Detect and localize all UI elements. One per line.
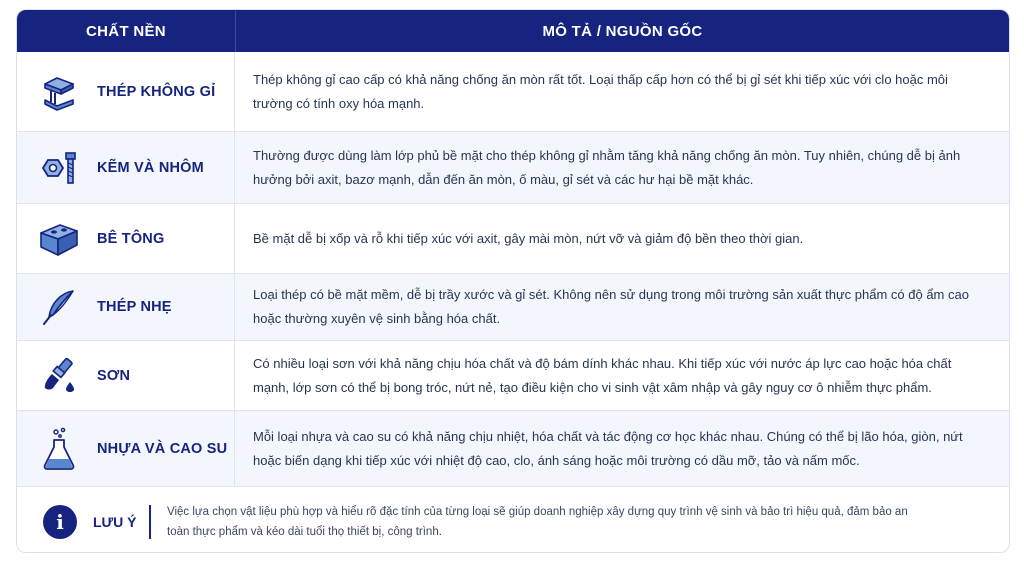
- concrete-block-icon: [37, 217, 81, 261]
- header-substrate: CHẤT NỀN: [17, 10, 236, 52]
- table-row: [17, 411, 1009, 487]
- materials-table: [16, 9, 1010, 553]
- table-row: [17, 341, 1009, 411]
- substrate-name: KẼM VÀ NHÔM: [97, 159, 204, 176]
- note-section: [17, 487, 1009, 553]
- table-row: [17, 204, 1009, 274]
- header-description: MÔ TẢ / NGUỒN GỐC: [542, 22, 703, 40]
- substrate-name: NHỰA VÀ CAO SU: [97, 440, 228, 457]
- table-row: [17, 274, 1009, 341]
- substrate-description: Thép không gỉ cao cấp có khả năng chống ăn mòn rất tốt. Loại thấp cấp hơn có thể bị gỉ sét khi tiếp xúc với clo hoặc môi trường có tính oxy hóa mạnh.: [253, 71, 948, 111]
- substrate-description: Loại thép có bề mặt mềm, dễ bị trầy xước và gỉ sét. Không nên sử dụng trong môi trường sản xuất thực phẩm có độ ẩm cao hoặc thường xuyên vệ sinh bằng hóa chất.: [253, 287, 969, 326]
- substrate-description: Có nhiều loại sơn với khả năng chịu hóa chất và độ bám dính khác nhau. Khi tiếp xúc với nước áp lực cao hoặc hóa chất mạnh, lớp sơn có thể bị bong tróc, nứt nẻ, tạo điều kiện cho vi sinh vật xâm nhập và gây nguy cơ ô nhiễm thực phẩm.: [253, 355, 952, 395]
- substrate-description: Thường được dùng làm lớp phủ bề mặt cho thép không gỉ nhằm tăng khả năng chống ăn mòn. Tuy nhiên, chúng dễ bị ảnh hưởng bởi axit, bazơ mạnh, dẫn đến ăn mòn, ố màu, gỉ sét và các hư hại bề mặt khác.: [253, 147, 961, 187]
- substrate-description: Bề mặt dễ bị xốp và rỗ khi tiếp xúc với axit, gây mài mòn, nứt vỡ và giảm độ bền theo thời gian.: [253, 230, 804, 246]
- table-row: [17, 132, 1009, 204]
- feather-icon: [37, 285, 81, 329]
- steel-beam-icon: [37, 70, 81, 114]
- table-body: [17, 52, 1009, 487]
- nut-bolt-icon: [37, 146, 81, 190]
- substrate-description: Mỗi loại nhựa và cao su có khả năng chịu nhiệt, hóa chất và tác động cơ học khác nhau. Chúng có thể bị lão hóa, giòn, nứt hoặc biến dạng khi tiếp xúc với nhiệt độ cao, clo, ánh sáng hoặc môi trường có dầu mỡ, tảo và nấm mốc.: [253, 428, 963, 468]
- substrate-name: BÊ TÔNG: [97, 230, 165, 247]
- paint-brush-icon: [37, 354, 81, 398]
- info-icon: i: [43, 505, 77, 539]
- note-text: Việc lựa chọn vật liệu phù hợp và hiểu rõ đặc tính của từng loại sẽ giúp doanh nghiệp xây dựng quy trình vệ sinh và bảo trì hiệu quả, đảm bảo an toàn thực phẩm và kéo dài tuổi thọ thiết bị, công trình.: [167, 506, 908, 538]
- substrate-name: THÉP NHẸ: [97, 299, 172, 315]
- table-row: [17, 52, 1009, 132]
- substrate-name: THÉP KHÔNG GỈ: [97, 83, 216, 100]
- flask-icon: [37, 427, 81, 471]
- note-label: LƯU Ý: [93, 514, 137, 530]
- substrate-name: SƠN: [97, 367, 131, 384]
- table-header: [17, 10, 1009, 52]
- note-divider: [149, 505, 151, 539]
